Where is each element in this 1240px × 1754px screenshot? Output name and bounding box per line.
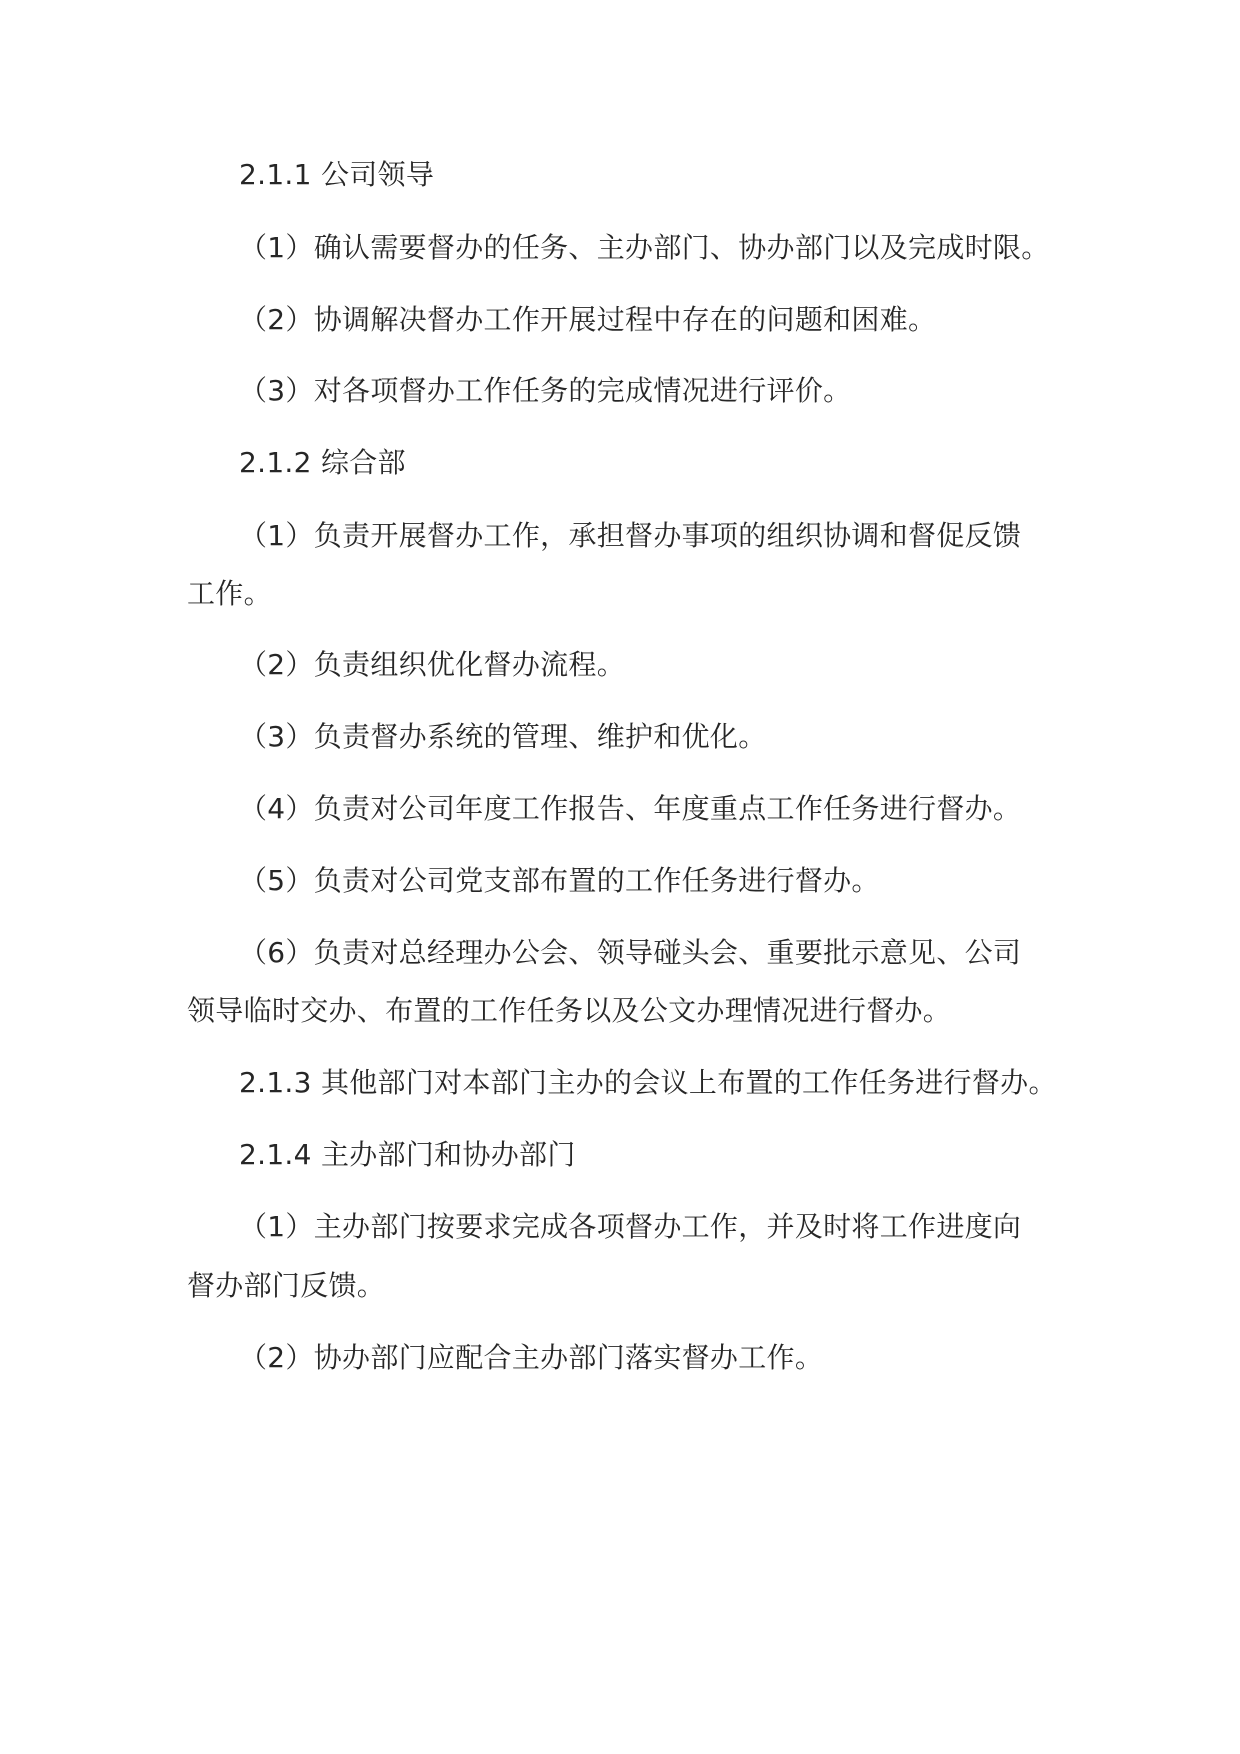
paragraph-continuation: 工作。 [187,577,272,610]
paragraph-line: （4）负责对公司年度工作报告、年度重点工作任务进行督办。 [239,792,1022,825]
heading-2-1-2: 2.1.2 综合部 [239,446,406,479]
paragraph-line: （3）负责督办系统的管理、维护和优化。 [239,720,767,753]
paragraph-line: （5）负责对公司党支部布置的工作任务进行督办。 [239,864,880,897]
heading-2-1-1: 2.1.1 公司领导 [239,158,435,191]
paragraph-line: （1）负责开展督办工作，承担督办事项的组织协调和督促反馈 [239,519,1022,552]
paragraph-continuation: 督办部门反馈。 [187,1269,386,1302]
paragraph-line: （2）协调解决督办工作开展过程中存在的问题和困难。 [239,303,937,336]
paragraph-continuation: 领导临时交办、布置的工作任务以及公文办理情况进行督办。 [187,994,952,1027]
paragraph-line: （1）主办部门按要求完成各项督办工作，并及时将工作进度向 [239,1210,1022,1243]
paragraph-line: （6）负责对总经理办公会、领导碰头会、重要批示意见、公司 [239,936,1022,969]
paragraph-line: （3）对各项督办工作任务的完成情况进行评价。 [239,374,852,407]
paragraph-line: （1）确认需要督办的任务、主办部门、协办部门以及完成时限。 [239,231,1050,264]
heading-2-1-4: 2.1.4 主办部门和协办部门 [239,1138,576,1171]
paragraph-line: （2）协办部门应配合主办部门落实督办工作。 [239,1341,824,1374]
heading-2-1-3: 2.1.3 其他部门对本部门主办的会议上布置的工作任务进行督办。 [239,1066,1057,1099]
paragraph-line: （2）负责组织优化督办流程。 [239,648,626,681]
